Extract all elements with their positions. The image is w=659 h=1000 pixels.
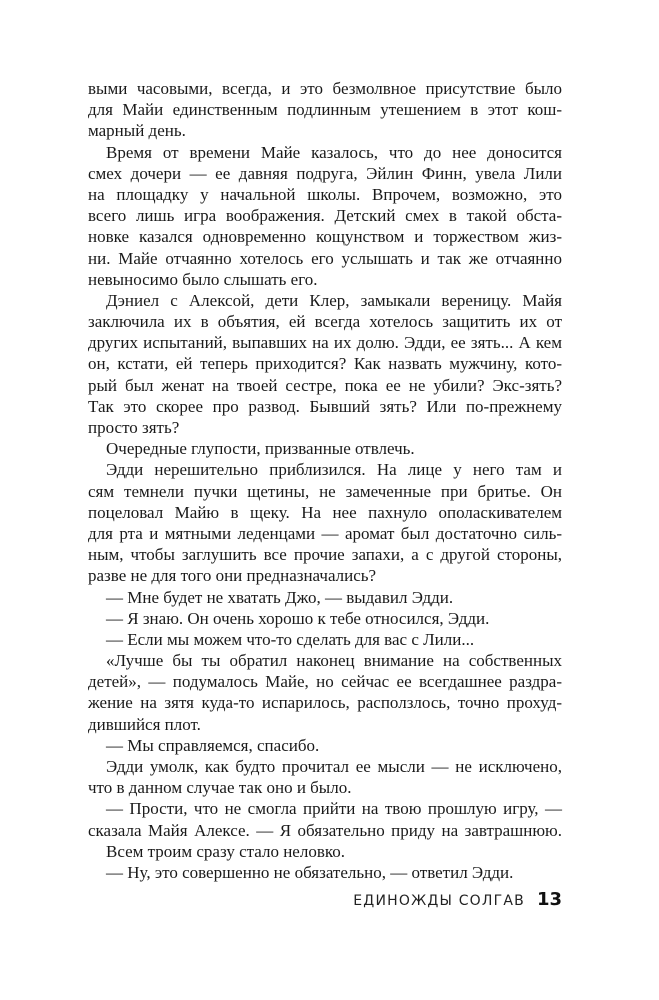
text-line: на площадку у начальной школы. Впрочем, возможно, это <box>88 184 562 204</box>
text-line: Так это скорее про развод. Бывший зять? Или по-прежнему <box>88 396 562 416</box>
text-line: «Лучше бы ты обратил наконец внимание на собственных <box>106 651 562 671</box>
text-line: невыносимо было слышать его. <box>88 269 318 289</box>
text-line: смех дочери — ее давняя подруга, Эйлин Финн, увела Лили <box>88 163 562 183</box>
text-line: дившийся плот. <box>88 714 201 734</box>
text-line: новке казался одновременно кощунством и торжеством жиз- <box>88 227 562 247</box>
text-line: поцеловал Майю в щеку. На нее пахнуло ополаскивателем <box>88 502 562 522</box>
text-line: всего лишь игра воображения. Детский смех в такой обста- <box>88 206 562 226</box>
text-line: Эдди нерешительно приблизился. На лице у него там и <box>106 460 562 480</box>
text-line: — Ну, это совершенно не обязательно, — ответил Эдди. <box>106 862 514 882</box>
text-line: ни. Майе отчаянно хотелось его услышать и так же отчаянно <box>88 248 562 268</box>
text-line: Время от времени Майе казалось, что до нее доносится <box>106 142 562 162</box>
running-title: ЕДИНОЖДЫ СОЛГАВ <box>353 893 525 909</box>
body-text <box>88 78 562 883</box>
text-line: марный день. <box>88 121 186 141</box>
text-line: — Мне будет не хватать Джо, — выдавил Эдди. <box>106 587 454 607</box>
text-line: — Прости, что не смогла прийти на твою прошлую игру, — <box>106 799 562 819</box>
text-line: — Я знаю. Он очень хорошо к тебе относился, Эдди. <box>106 608 490 628</box>
text-line: детей», — подумалось Майе, но сейчас ее всегдашнее раздра- <box>88 672 562 692</box>
text-line: других испытаний, выпавших на их долю. Эдди, ее зять... А кем <box>88 333 562 353</box>
text-line: для рта и мятными леденцами — аромат был достаточно силь- <box>88 523 562 543</box>
text-line: он, кстати, ей теперь приходится? Как назвать мужчину, кото- <box>88 354 562 374</box>
text-line: жение на зятя куда-то испарилось, расползлось, точно прохуд- <box>88 693 562 713</box>
text-line: выми часовыми, всегда, и это безмолвное присутствие было <box>88 79 562 98</box>
text-line: для Майи единственным подлинным утешением в этот кош- <box>88 100 562 120</box>
page-number: 13 <box>536 889 562 910</box>
text-line: Эдди умолк, как будто прочитал ее мысли — не исключено, <box>106 757 562 776</box>
text-line: Дэниел с Алексой, дети Клер, замыкали вереницу. Майя <box>106 290 562 310</box>
text-line: — Если мы можем что-то сделать для вас с Лили... <box>106 629 475 649</box>
text-line: Очередные глупости, призванные отвлечь. <box>106 439 415 459</box>
text-line: сказала Майя Алексе. — Я обязательно приду на завтрашнюю. <box>88 820 562 840</box>
text-line: просто зять? <box>88 418 180 437</box>
text-line: заключила их в объятия, ей всегда хотелось защитить их от <box>88 312 562 332</box>
text-line: рый был женат на твоей сестре, пока ее не убили? Экс-зять? <box>88 375 562 395</box>
text-line: что в данном случае так оно и было. <box>88 778 352 798</box>
text-line: ным, чтобы заглушить все прочие запахи, а с другой стороны, <box>88 545 562 565</box>
text-line: сям темнели пучки щетины, не замеченные при бритье. Он <box>88 481 562 501</box>
text-line: разве не для того они предназначались? <box>88 566 377 586</box>
text-line: Всем троим сразу стало неловко. <box>106 841 345 861</box>
text-line: — Мы справляемся, спасибо. <box>106 735 320 755</box>
page-footer <box>353 889 562 910</box>
